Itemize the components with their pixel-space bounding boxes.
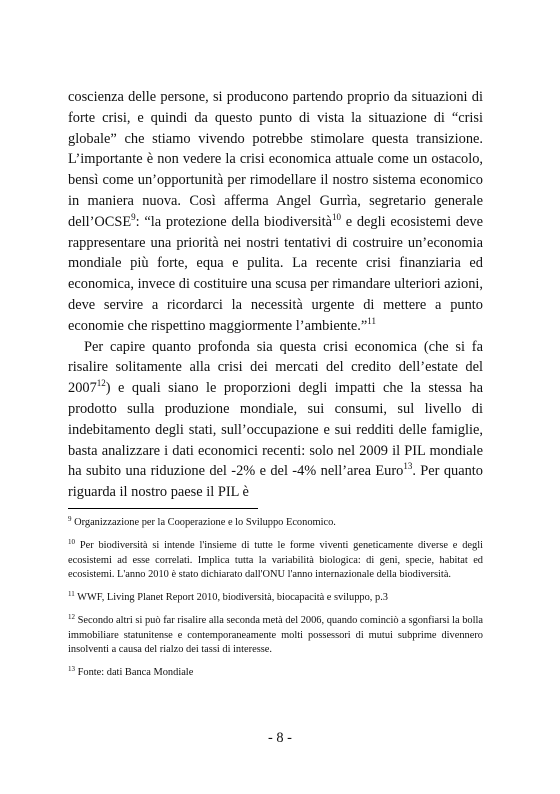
paragraph-text: : “la protezione della biodiversità bbox=[135, 213, 332, 230]
footnote-reference[interactable]: 11 bbox=[367, 315, 376, 326]
footnote-text: WWF, Living Planet Report 2010, biodiversità, biocapacità e sviluppo, p.3 bbox=[74, 592, 388, 604]
footnote-text: Fonte: dati Banca Mondiale bbox=[75, 667, 194, 679]
footnote-number: 9 bbox=[68, 515, 72, 523]
paragraph bbox=[68, 337, 483, 503]
paragraph bbox=[68, 87, 483, 337]
footnote bbox=[68, 516, 483, 530]
footnote-reference[interactable]: 12 bbox=[96, 378, 106, 389]
footnote-text: Per biodiversità si intende l'insieme di tutte le forme viventi geneticamente diverse e degli ecosistemi ad esse correlati. Implica tutta la variabilità biologica: di geni, specie, habitat ed ecosistemi. L'anno 2010 è stato dichiarato dall'ONU l'anno internazionale della biodiversità. bbox=[68, 540, 483, 580]
footnote-reference[interactable]: 13 bbox=[403, 461, 413, 472]
paragraph-text: e degli ecosistemi deve rappresentare una priorità nei nostri tentativi di costruire un’economia mondiale più forte, equa e pulita. La recente crisi finanziaria ed economica, invece di costituire una scusa per rimandare ulteriori azioni, deve servire a ricordarci la necessità urgente di mettere a punto economie che rispettino maggiormente l’ambiente.” bbox=[68, 213, 483, 334]
paragraph-text: Per capire quanto profonda sia questa crisi economica (che si fa risalire solitamente alla crisi dei mercati del credito dell’estate del 2007 bbox=[68, 338, 483, 397]
footnote bbox=[68, 614, 483, 657]
footnote bbox=[68, 539, 483, 582]
footnote-reference[interactable]: 10 bbox=[332, 211, 341, 222]
footnote-number: 11 bbox=[68, 590, 75, 599]
footnote bbox=[68, 591, 483, 605]
footnote-number: 10 bbox=[68, 538, 75, 547]
footnote-reference[interactable]: 9 bbox=[131, 211, 136, 222]
footnote bbox=[68, 666, 483, 680]
footnote-text: Organizzazione per la Cooperazione e lo Sviluppo Economico. bbox=[71, 517, 336, 528]
footnotes bbox=[68, 516, 483, 690]
paragraph-text: coscienza delle persone, si producono partendo proprio da situazioni di forte crisi, e quindi da questo punto di vista la situazione di “crisi globale” che stiamo vivendo potrebbe stimolare questa transizione. L’importante è non vedere la crisi economica attuale come un ostacolo, bensì come un’opportunità per rimodellare il nostro sistema economico in maniera nuova. Così afferma Angel Gurrìa, segretario generale dell’OCSE bbox=[68, 89, 483, 230]
footnote-number: 13 bbox=[68, 665, 75, 674]
paragraph-text: ) e quali siano le proporzioni degli impatti che la stessa ha prodotto sulla produzione mondiale, sui consumi, sul livello di indebitamento degli stati, sull’occupazione e sui redditi delle famiglie, basta analizzare i dati economici recenti: solo nel 2009 il PIL mondiale ha subito una riduzione del -2% e del -4% nell’area Euro bbox=[68, 380, 483, 480]
body-text bbox=[68, 87, 483, 503]
footnote-number: 12 bbox=[68, 613, 75, 622]
footnote-separator bbox=[68, 508, 258, 509]
paragraph-text: . Per quanto riguarda il nostro paese il PIL è bbox=[68, 463, 483, 501]
footnote-text: Secondo altri si può far risalire alla seconda metà del 2006, quando cominciò a sgonfiarsi la bolla immobiliare statunitense e contemporaneamente molti possessori di mutui subprime divennero insolventi a causa del rialzo dei tassi di interesse. bbox=[68, 615, 483, 656]
page-number: - 8 - bbox=[268, 730, 292, 746]
